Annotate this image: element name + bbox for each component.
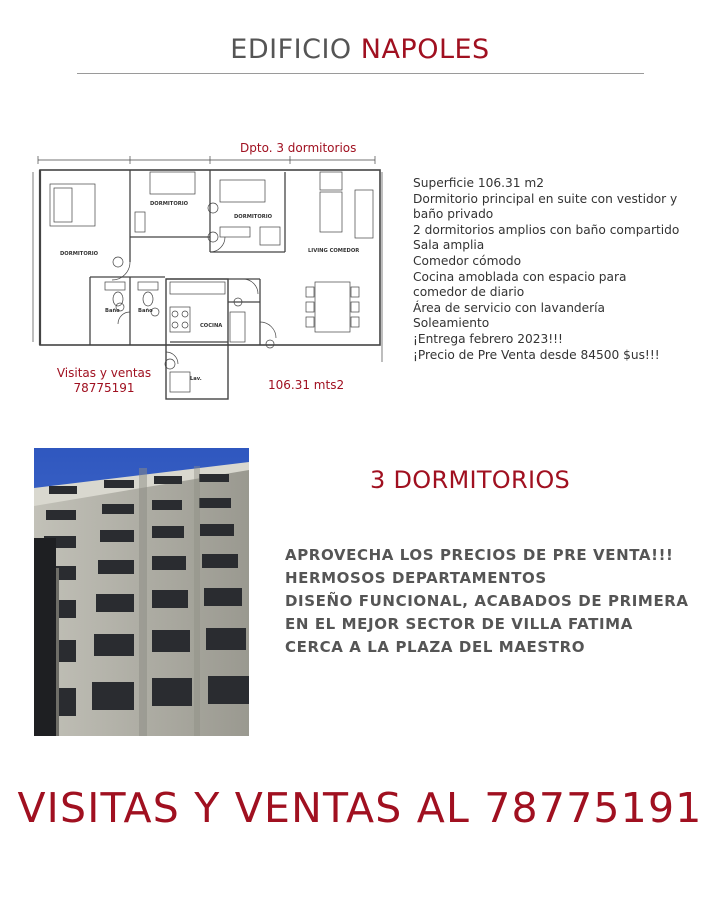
feature-line: Cocina amoblada con espacio para bbox=[413, 269, 627, 284]
plan-contact bbox=[48, 366, 160, 396]
feature-line: Superficie 106.31 m2 bbox=[413, 176, 544, 190]
building-photo bbox=[34, 448, 249, 736]
feature-line: Área de servicio con lavandería bbox=[413, 300, 606, 315]
page-title bbox=[0, 34, 720, 65]
section-subtitle: 3 DORMITORIOS bbox=[370, 466, 571, 494]
plan-caption: Dpto. 3 dormitorios bbox=[240, 141, 357, 155]
promo-line: DISEÑO FUNCIONAL, ACABADOS DE PRIMERA bbox=[285, 592, 689, 610]
feature-line: Soleamiento bbox=[413, 316, 490, 331]
plan-label-dormitorio-2: DORMITORIO bbox=[150, 201, 189, 207]
feature-list bbox=[413, 176, 703, 363]
promo-line: CERCA A LA PLAZA DEL MAESTRO bbox=[285, 638, 586, 656]
floor-plan-drawing bbox=[30, 152, 385, 402]
promo-line: EN EL MEJOR SECTOR DE VILLA FATIMA bbox=[285, 615, 633, 633]
plan-label-lav: Lav. bbox=[190, 376, 202, 382]
plan-label-living: LIVING COMEDOR bbox=[308, 248, 360, 254]
plan-contact-line1: Visitas y ventas bbox=[56, 366, 152, 380]
title-prefix: EDIFICIO bbox=[230, 34, 361, 65]
plan-label-bano-2: Baño bbox=[138, 308, 153, 314]
promo-list bbox=[285, 544, 689, 659]
plan-label-bano-1: Baño bbox=[105, 308, 120, 314]
title-divider bbox=[77, 73, 644, 74]
title-name: NAPOLES bbox=[360, 34, 490, 65]
feature-line: ¡Precio de Pre Venta desde 84500 $us!!! bbox=[413, 347, 660, 362]
call-to-action: VISITAS Y VENTAS AL 78775191 bbox=[17, 784, 703, 832]
feature-line: Sala amplia bbox=[413, 238, 485, 253]
promo-line: HERMOSOS DEPARTAMENTOS bbox=[285, 569, 547, 587]
feature-line: comedor de diario bbox=[413, 285, 525, 300]
feature-line: ¡Entrega febrero 2023!!! bbox=[413, 331, 563, 346]
feature-line: 2 dormitorios amplios con baño compartido bbox=[413, 222, 680, 237]
plan-contact-phone: 78775191 bbox=[73, 381, 135, 395]
plan-label-cocina: COCINA bbox=[200, 323, 223, 329]
feature-line: baño privado bbox=[413, 207, 494, 222]
plan-label-dormitorio-3: DORMITORIO bbox=[234, 214, 273, 220]
promo-line: APROVECHA LOS PRECIOS DE PRE VENTA!!! bbox=[285, 546, 674, 564]
plan-label-dormitorio-1: DORMITORIO bbox=[60, 251, 99, 257]
feature-line: Dormitorio principal en suite con vestidor y bbox=[413, 191, 678, 206]
feature-line: Comedor cómodo bbox=[413, 253, 522, 268]
plan-area: 106.31 mts2 bbox=[268, 378, 345, 392]
